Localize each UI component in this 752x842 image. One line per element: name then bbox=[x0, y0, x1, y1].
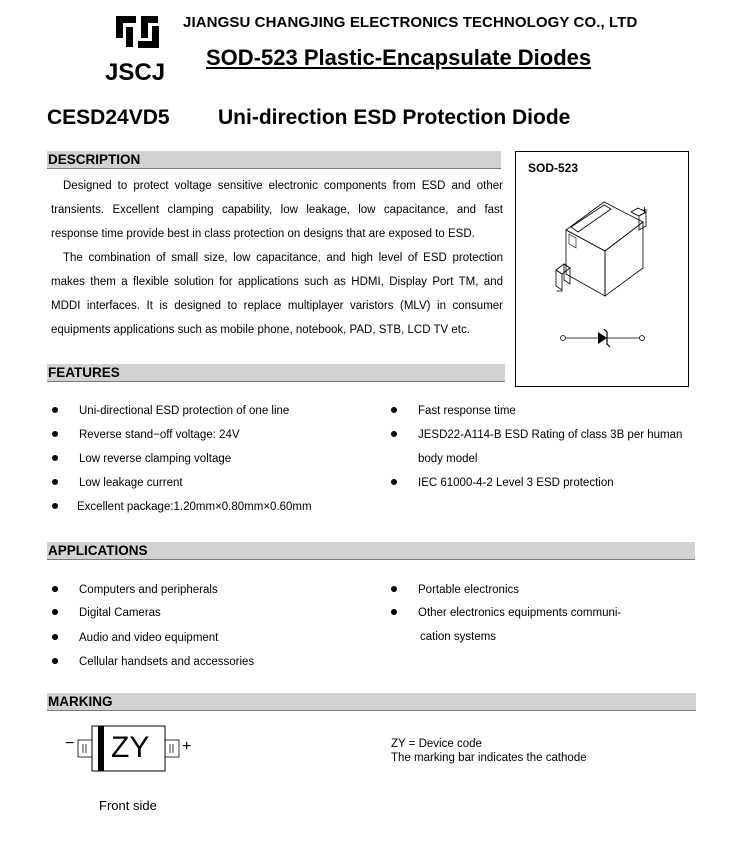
marking-heading: MARKING bbox=[48, 694, 113, 709]
bullet-icon bbox=[52, 407, 58, 413]
front-side-caption: Front side bbox=[99, 798, 157, 813]
features-heading-bar bbox=[47, 364, 505, 382]
application-item: Other electronics equipments communi- bbox=[418, 607, 622, 619]
marking-note bbox=[391, 737, 587, 765]
bullet-icon bbox=[52, 634, 58, 640]
bullet-icon bbox=[391, 479, 397, 485]
bullet-icon bbox=[52, 431, 58, 437]
application-item: Portable electronics bbox=[418, 584, 519, 596]
application-item-continuation: cation systems bbox=[420, 631, 497, 643]
bullet-icon bbox=[52, 586, 58, 592]
application-item: Digital Cameras bbox=[79, 607, 161, 619]
bullet-icon bbox=[391, 431, 397, 437]
features-heading: FEATURES bbox=[48, 365, 120, 380]
marking-minus-label: − bbox=[65, 735, 75, 752]
feature-item: Excellent package:1.20mm×0.80mm×0.60mm bbox=[77, 501, 312, 513]
bullet-icon bbox=[52, 479, 58, 485]
company-name: JIANGSU CHANGJING ELECTRONICS TECHNOLOGY CO., LTD bbox=[183, 14, 638, 31]
application-item: Cellular handsets and accessories bbox=[79, 656, 255, 668]
feature-item: Low reverse clamping voltage bbox=[79, 453, 232, 465]
package-drawing bbox=[516, 152, 688, 386]
applications-heading-bar bbox=[47, 542, 695, 560]
description-paragraph-2: The combination of small size, low capacitance, and high level of ESD protection makes them a flexible solution for applications such as HDMI, Display Port TM, and MDDI interfaces. It is designed to replace multiplayer varistors (MLV) in consumer equipments applications such as mobile phone, notebook, PAD, STB, LCD TV etc. bbox=[51, 252, 503, 336]
description-paragraph-1: Designed to protect voltage sensitive electronic components from ESD and other transients. Excellent clamping capability, low leakage, low capacitance, and fast response time provide best in class protection on designs that are exposed to ESD. bbox=[51, 180, 503, 240]
feature-item: IEC 61000-4-2 Level 3 ESD protection bbox=[418, 477, 614, 489]
applications-heading: APPLICATIONS bbox=[48, 543, 148, 558]
bullet-icon bbox=[52, 609, 58, 615]
marking-note-device-code: ZY = Device code bbox=[391, 738, 482, 750]
bullet-icon bbox=[52, 503, 58, 509]
bullet-icon bbox=[52, 455, 58, 461]
package-minus-label: − bbox=[556, 284, 564, 298]
feature-item: Low leakage current bbox=[79, 477, 183, 489]
marking-diagram bbox=[65, 721, 205, 781]
package-plus-label: + bbox=[641, 203, 649, 217]
marking-plus-label: + bbox=[182, 738, 192, 755]
bullet-icon bbox=[391, 407, 397, 413]
package-box bbox=[515, 151, 689, 387]
marking-heading-bar bbox=[47, 693, 696, 711]
document-title: SOD-523 Plastic-Encapsulate Diodes bbox=[206, 45, 592, 70]
part-number: CESD24VD5 bbox=[47, 106, 170, 129]
part-description: Uni-direction ESD Protection Diode bbox=[218, 106, 571, 129]
marking-code: ZY bbox=[111, 731, 150, 764]
bullet-icon bbox=[391, 586, 397, 592]
marking-note-cathode: The marking bar indicates the cathode bbox=[391, 752, 587, 764]
application-item: Computers and peripherals bbox=[79, 584, 218, 596]
feature-item-continuation: body model bbox=[418, 453, 478, 465]
jscj-logo bbox=[104, 14, 168, 84]
package-title: SOD-523 bbox=[528, 161, 579, 175]
feature-item: Fast response time bbox=[418, 405, 516, 417]
description-heading-bar bbox=[47, 151, 501, 169]
application-item: Audio and video equipment bbox=[79, 632, 219, 644]
bullet-icon bbox=[52, 658, 58, 664]
bullet-icon bbox=[391, 609, 397, 615]
description-body bbox=[51, 174, 503, 342]
description-heading: DESCRIPTION bbox=[48, 152, 141, 167]
feature-item: Uni-directional ESD protection of one line bbox=[79, 405, 290, 417]
feature-item: JESD22-A114-B ESD Rating of class 3B per human bbox=[418, 429, 683, 441]
logo-text: JSCJ bbox=[105, 59, 166, 84]
feature-item: Reverse stand−off voltage: 24V bbox=[79, 429, 240, 441]
